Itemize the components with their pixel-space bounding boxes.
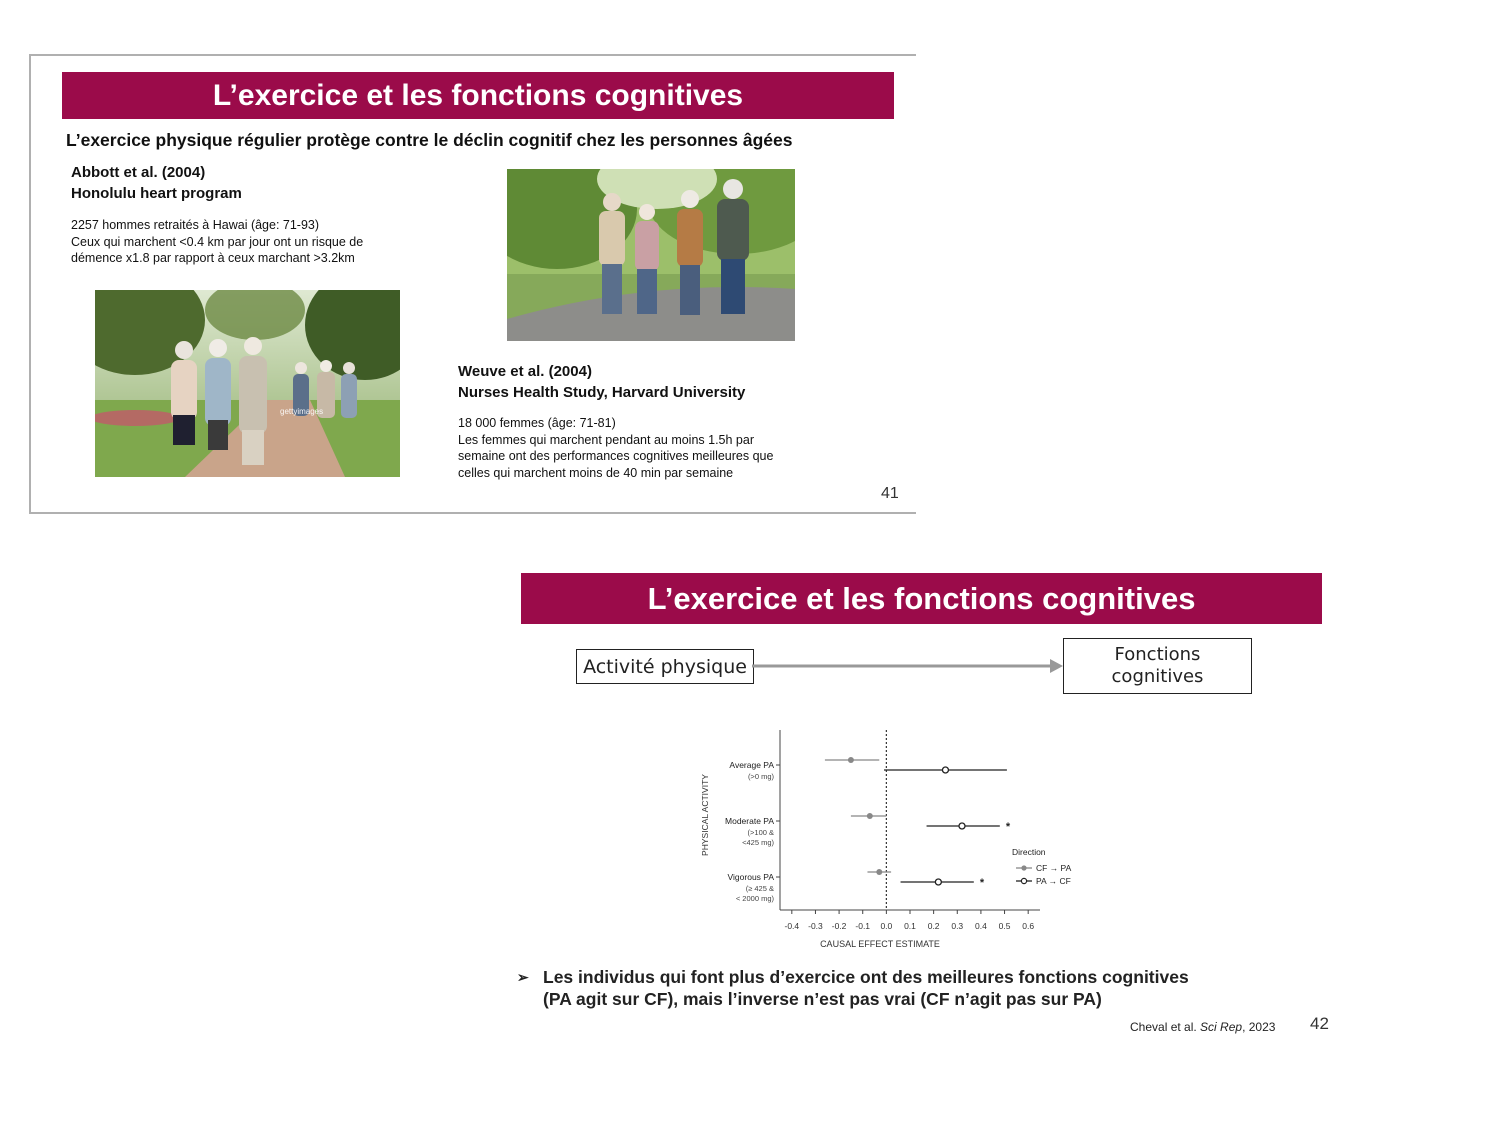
slide-41 <box>29 54 916 514</box>
study2-line: celles qui marchent moins de 40 min par semaine <box>458 465 734 480</box>
category-label: Vigorous PA <box>727 872 774 882</box>
study2-line: Les femmes qui marchent pendant au moins 1.5h par <box>458 432 755 447</box>
bullet-line: (PA agit sur CF), mais l’inverse n’est pas vrai (CF n’agit pas sur PA) <box>543 989 1102 1009</box>
point-estimate <box>876 869 882 875</box>
activity-box: Activité physique <box>576 649 754 684</box>
cognitive-functions-box <box>1063 638 1252 694</box>
x-tick-label: -0.1 <box>855 921 871 931</box>
bullet-line: Les individus qui font plus d’exercice ont des meilleures fonctions cognitives <box>543 967 1189 987</box>
study2-author: Weuve et al. (2004) <box>458 363 592 380</box>
x-tick-label: 0.1 <box>904 921 916 931</box>
legend-title: Direction <box>1012 847 1046 857</box>
photo-watermark: gettyimages <box>280 407 324 416</box>
study1-program: Honolulu heart program <box>71 185 242 202</box>
citation-authors: Cheval et al. <box>1130 1020 1201 1034</box>
legend-label: CF → PA <box>1036 863 1072 873</box>
slide-subtitle: L’exercice physique régulier protège contre le déclin cognitif chez les personnes âgées <box>66 130 793 150</box>
box-line: Fonctions <box>1114 644 1201 665</box>
citation <box>1130 1020 1275 1034</box>
x-tick-label: 0.4 <box>974 921 987 931</box>
photo-elderly-couples-walking <box>507 169 795 341</box>
forest-plot <box>690 725 1100 955</box>
x-axis-title: CAUSAL EFFECT ESTIMATE <box>820 939 940 949</box>
category-sublabel: < 2000 mg) <box>735 894 774 903</box>
citation-year: , 2023 <box>1242 1020 1276 1034</box>
x-tick-label: 0.0 <box>880 921 893 931</box>
legend-marker <box>1021 878 1026 883</box>
legend-marker <box>1021 865 1026 870</box>
slide-title: L’exercice et les fonctions cognitives <box>62 72 894 119</box>
study2-line: 18 000 femmes (âge: 71-81) <box>458 416 616 430</box>
page-number: 41 <box>881 485 899 502</box>
point-estimate <box>848 757 854 763</box>
y-axis-title: PHYSICAL ACTIVITY <box>700 774 710 856</box>
category-sublabel: (≥ 425 & <box>745 884 774 893</box>
study1-line: Ceux qui marchent <0.4 km par jour ont un risque de <box>71 234 364 249</box>
point-estimate <box>942 767 948 773</box>
point-estimate <box>959 823 965 829</box>
x-tick-label: 0.5 <box>998 921 1011 931</box>
category-sublabel: (>0 mg) <box>747 772 774 781</box>
citation-journal: Sci Rep <box>1200 1020 1243 1034</box>
category-label: Moderate PA <box>725 816 774 826</box>
study1-header <box>71 162 242 204</box>
significance-star: * <box>979 877 985 889</box>
conclusion-bullet <box>517 966 1287 1010</box>
study2-header <box>458 361 745 403</box>
causal-arrow <box>752 655 1064 677</box>
study2-line: semaine ont des performances cognitives meilleures que <box>458 449 774 463</box>
significance-star: * <box>1005 821 1011 833</box>
x-tick-label: -0.2 <box>831 921 847 931</box>
photo-elderly-women-walking <box>95 290 400 477</box>
study1-line: 2257 hommes retraités à Hawai (âge: 71-93) <box>71 218 320 232</box>
x-tick-label: 0.6 <box>1022 921 1035 931</box>
study1-author: Abbott et al. (2004) <box>71 164 206 181</box>
legend-label: PA → CF <box>1036 876 1071 886</box>
category-label: Average PA <box>729 760 774 770</box>
point-estimate <box>867 813 873 819</box>
x-tick-label: -0.3 <box>808 921 823 931</box>
slide-title: L’exercice et les fonctions cognitives <box>521 573 1322 624</box>
study2-program: Nurses Health Study, Harvard University <box>458 384 746 401</box>
box-line: cognitives <box>1111 666 1204 687</box>
bullet-arrow-icon: ➢ <box>517 969 529 985</box>
page-number: 42 <box>1310 1014 1329 1033</box>
category-sublabel: <425 mg) <box>742 838 774 847</box>
x-tick-label: -0.4 <box>784 921 800 931</box>
study1-line: démence x1.8 par rapport à ceux marchant >3.2km <box>71 251 355 265</box>
study1-body <box>71 217 363 267</box>
point-estimate <box>935 879 941 885</box>
x-tick-label: 0.3 <box>951 921 964 931</box>
study2-body <box>458 415 773 481</box>
x-tick-label: 0.2 <box>927 921 940 931</box>
category-sublabel: (>100 & <box>747 828 774 837</box>
